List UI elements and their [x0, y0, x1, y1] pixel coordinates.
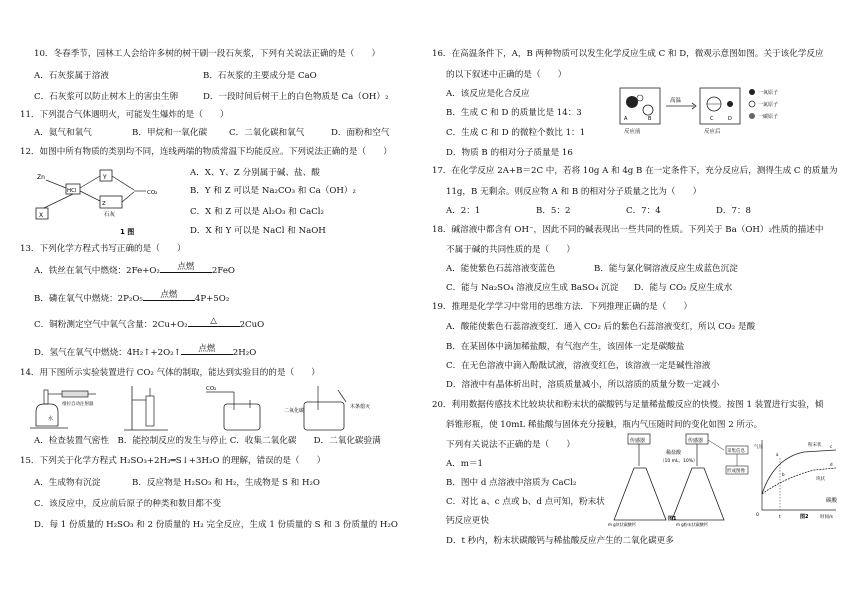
- q18-option-d: D．能与 CO₂ 反应生成水: [634, 283, 733, 293]
- q20-fig-pressure-label: 气压: [754, 445, 763, 450]
- q12-fig-hcl: HCl: [67, 188, 77, 194]
- q17-stem-line1: 17．在化学反应 2A+B＝2C 中，若将 10g A 和 4g B 在一定条件下，充分反应后，测得生成 C 的质量为: [432, 166, 838, 176]
- q16-fig-D: D: [728, 116, 732, 122]
- q13-a-reactants: A．铁丝在氧气中燃烧：2Fe+O₂: [34, 266, 160, 276]
- q11-option-c: C．二氧化碳和氧气: [229, 128, 305, 138]
- q12-option-b: B．Y 和 Z 可以是 Na₂CO₃ 和 Ca（OH）₂: [190, 186, 356, 196]
- q18-option-c: C．能与 Na₂SO₄ 溶液反应生成 BaSO₄ 沉淀: [446, 283, 619, 293]
- q20-stem-line2: 斜锥形瓶，使 10mL 稀盐酸与固体充分接触，瓶内气压随时间的变化如图 2 所示。: [446, 420, 763, 430]
- q17-option-d: D．7：8: [716, 206, 752, 216]
- q20-fig-sensor-2: 传感器: [688, 438, 704, 444]
- q13-c-products: 2CuO: [239, 320, 265, 330]
- q16-option-a: A．该反应是化合反应: [446, 89, 530, 99]
- q17-option-b: B．5：2: [536, 206, 571, 216]
- q16-fig-after-label: 反应后: [704, 129, 721, 135]
- q16-fig-before-label: 反应前: [624, 129, 641, 135]
- q13-d-condition: 点燃: [198, 344, 216, 354]
- q13-c-condition: △: [210, 316, 217, 326]
- q19-option-a: A．酸能使紫色石蕊溶液变红．通入 CO₂ 后的紫色石蕊溶液变红，所以 CO₂ 是酸: [446, 322, 756, 332]
- q16-fig-legend-3: 一碳原子: [758, 114, 779, 120]
- q16-stem-line2: 的以下叙述中正确的是（ ）: [446, 70, 567, 80]
- q17-stem-line2: 11g，B 无剩余。则反应物 A 和 B 的相对分子质量之比为（ ）: [446, 187, 702, 197]
- q14-figure: [28, 382, 400, 434]
- q16-fig-B: B: [648, 116, 652, 122]
- q20-fig-sensor-1: 传感器: [630, 438, 646, 444]
- q18-option-a: A．能使紫色石蕊溶液变蓝色: [446, 264, 556, 274]
- q19-option-c: C．在无色溶液中滴入酚酞试液，溶液变红色，该溶液一定是碱性溶液: [446, 361, 711, 371]
- q10-stem: 10．冬春季节，园林工人会给许多树的树干刷一段石灰浆，下列有关说法正确的是（ ）: [34, 49, 381, 59]
- q16-figure: [618, 86, 848, 140]
- q10-option-b: B．石灰浆的主要成分是 CaO: [203, 71, 317, 81]
- q20-option-c: C．对比 a、c 点或 b、d 点可知，粉末状: [446, 497, 605, 507]
- q20-figure: [604, 432, 856, 528]
- q15-option-b: B．反应物是 H₂SO₃ 和 H₂，生成物是 S 和 H₂O: [132, 478, 320, 488]
- q20-fig1-caption: 图1: [668, 516, 677, 522]
- q16-option-b: B．生成 C 和 D 的质量比是 14：3: [446, 108, 582, 118]
- q16-stem-line1: 16．在高温条件下，A，B 两种物质可以发生化学反应生成 C 和 D，微观示意图如图。关于该化学反应: [432, 49, 824, 59]
- q13-a-products: 2FeO: [211, 266, 235, 276]
- q12-figure: [34, 164, 184, 236]
- q20-fig-point-d: d: [830, 462, 833, 467]
- q16-fig-C: C: [710, 116, 714, 122]
- q19-stem: 19．推理是化学学习中常用的思维方法．下列推理正确的是（ ）: [432, 302, 693, 312]
- q10-option-d: D．一段时间后树干上的白色物质是 Ca（OH）₂: [203, 92, 389, 102]
- q20-fig-point-c: c: [830, 444, 833, 449]
- q20-fig-time-label: 时间/s: [820, 515, 833, 520]
- q20-fig-powder-label: 粉末状: [808, 443, 822, 448]
- q16-option-d: D．物质 B 的相对分子质量是 16: [446, 148, 573, 158]
- q12-fig-zn: Zn: [37, 174, 45, 181]
- q20-fig-side-label: 碳酸: [826, 498, 838, 504]
- q11-option-a: A．氦气和氧气: [34, 128, 92, 138]
- q13-d-reactants: D．氢气在氧气中燃烧：4H₂↑+2O₂↑: [34, 348, 181, 358]
- q13-d-products: 2H₂O: [232, 348, 257, 358]
- q11-option-d: D．面粉和空气: [331, 128, 390, 138]
- q13-option-d: [34, 344, 257, 359]
- q12-fig-caption: 1 图: [120, 228, 135, 236]
- q19-option-b: B．在某固体中滴加稀盐酸，有气泡产生，该固体一定是碳酸盐: [446, 342, 685, 352]
- q20-fig2-caption: 图2: [800, 514, 809, 520]
- q12-fig-x: X: [39, 212, 44, 219]
- q13-b-reactants: B．磷在氧气中燃烧：2P₂O₅: [34, 294, 143, 304]
- q20-option-d: D．t 秒内，粉末状碳酸钙与稀盐酸反应产生的二氧化碳更多: [446, 536, 674, 546]
- q18-stem-line1: 18．碱溶液中都含有 OH⁻，因此不同的碱表现出一些共同的性质。下列关于 Ba（OH）₂性质的描述中: [432, 225, 824, 235]
- q12-stem: 12．如图中所有物质的类别均不同，连线两端的物质常温下均能反应。下列说法正确的是（ ）: [20, 147, 392, 157]
- q20-fig-tick-t: t: [779, 515, 781, 520]
- q17-option-a: A．2：1: [446, 206, 481, 216]
- q13-a-condition: 点燃: [177, 262, 195, 272]
- q14-fig-co2-label: CO₂: [206, 386, 217, 392]
- q15-option-d: D．每 1 份质量的 H₂SO₃ 和 2 份质量的 H₂ 完全反应，生成 1 份质量的 S 和 3 份质量的 H₂O: [34, 520, 398, 530]
- q13-c-reactants: C．铜粉测定空气中氧气含量：2Cu+O₂: [34, 320, 188, 330]
- q20-option-a: A．m＝1: [446, 459, 484, 469]
- q20-option-b: B．图中 d 点溶液中溶质为 CaCl₂: [446, 478, 577, 488]
- q11-stem: 11．下列混合气体遇明火，可能发生爆炸的是（ ）: [20, 110, 229, 120]
- q15-option-a: A．生成物有沉淀: [34, 478, 101, 488]
- q14-fig-stick-label: 木条熄灭: [350, 404, 371, 410]
- q20-fig-collect-label: 采集信息: [727, 449, 745, 454]
- q12-fig-y: Y: [103, 174, 107, 181]
- q14-fig-water-label: 水: [48, 416, 54, 422]
- q13-option-c: [34, 316, 265, 331]
- q12-fig-stone: 石灰: [104, 212, 116, 218]
- q13-option-b: [34, 290, 230, 305]
- q20-fig-point-a: a: [776, 452, 779, 457]
- q18-stem-line2: 不属于碱的共同性质的是（ ）: [446, 245, 575, 255]
- q12-option-a: A．X、Y、Z 分别属于碱、盐、酸: [190, 168, 320, 178]
- q16-fig-legend-1: 一氧原子: [758, 90, 779, 96]
- q12-fig-co2: CO₂: [147, 190, 158, 196]
- q13-b-condition: 点燃: [160, 290, 178, 300]
- q20-fig-solid1-label: m g块状碳酸钙: [608, 522, 636, 527]
- q20-fig-origin: 0: [756, 513, 759, 518]
- q20-fig-solid2-label: m g粉末状碳酸钙: [676, 522, 708, 527]
- q10-option-c: C．石灰浆可以防止树木上的害虫生卵: [34, 92, 179, 102]
- q16-fig-arrow-label: 高温: [670, 98, 682, 104]
- q14-fig-syringe-label: 推拉自动注射器: [62, 402, 94, 407]
- q13-stem: 13．下列化学方程式书写正确的是（ ）: [20, 244, 186, 254]
- q17-option-c: C．7：4: [626, 206, 661, 216]
- q12-fig-z: Z: [102, 201, 106, 207]
- q12-option-d: D．X 和 Y 可以是 NaCl 和 NaOH: [190, 226, 326, 236]
- q20-stem-line1: 20．利用数据传感技术比较块状和粉末状的碳酸钙与足量稀盐酸反应的快慢。按图 1 装置进行实验，倾: [432, 400, 824, 410]
- q13-b-products: 4P+5O₂: [194, 294, 230, 304]
- q14-fig-co2-2-label: 二氧化碳: [284, 408, 305, 414]
- q12-option-c: C．X 和 Z 可以是 Al₂O₃ 和 CaCl₂: [190, 207, 324, 217]
- q20-stem-line3: 下列有关说法不正确的是（ ）: [446, 440, 575, 450]
- q10-option-a: A．石灰浆属于溶液: [34, 71, 109, 81]
- q16-fig-A: A: [624, 116, 628, 122]
- q20-option-c-cont: 钙反应更快: [446, 516, 489, 526]
- q15-stem: 15．下列关于化学方程式 H₂SO₃+2H₂═S↓+3H₂O 的理解，错误的是（ ）: [20, 456, 326, 466]
- q14-options: A．检查装置气密性 B．能控制反应的发生与停止 C．收集二氧化碳 D．二氧化碳验满: [34, 436, 381, 446]
- q20-fig-point-b: b: [782, 472, 785, 477]
- q19-option-d: D．溶液中有晶体析出时，溶质质量减小，所以溶质的质量分数一定减小: [446, 380, 720, 390]
- q15-option-c: C．该反应中，反应前后原子的种类和数目都不变: [34, 499, 222, 509]
- q20-fig-graph-label: 形成图像: [727, 469, 745, 474]
- q14-stem: 14．用下图所示实验装置进行 CO₂ 气体的制取，能达到实验目的的是（ ）: [20, 368, 320, 378]
- q20-fig-acid-label: 稀盐酸: [666, 450, 682, 456]
- q13-option-a: [34, 262, 235, 277]
- q11-option-b: B．甲烷和一氧化碳: [132, 128, 208, 138]
- q16-fig-legend-2: 一氮原子: [758, 102, 779, 108]
- q20-fig-acid-amount: （10 mL，10%）: [660, 459, 698, 464]
- q16-option-c: C．生成 C 和 D 的微粒个数比 1：1: [446, 128, 586, 138]
- q18-option-b: B．能与氯化铜溶液反应生成蓝色沉淀: [594, 264, 738, 274]
- q20-fig-lump-label: 块状: [816, 477, 825, 482]
